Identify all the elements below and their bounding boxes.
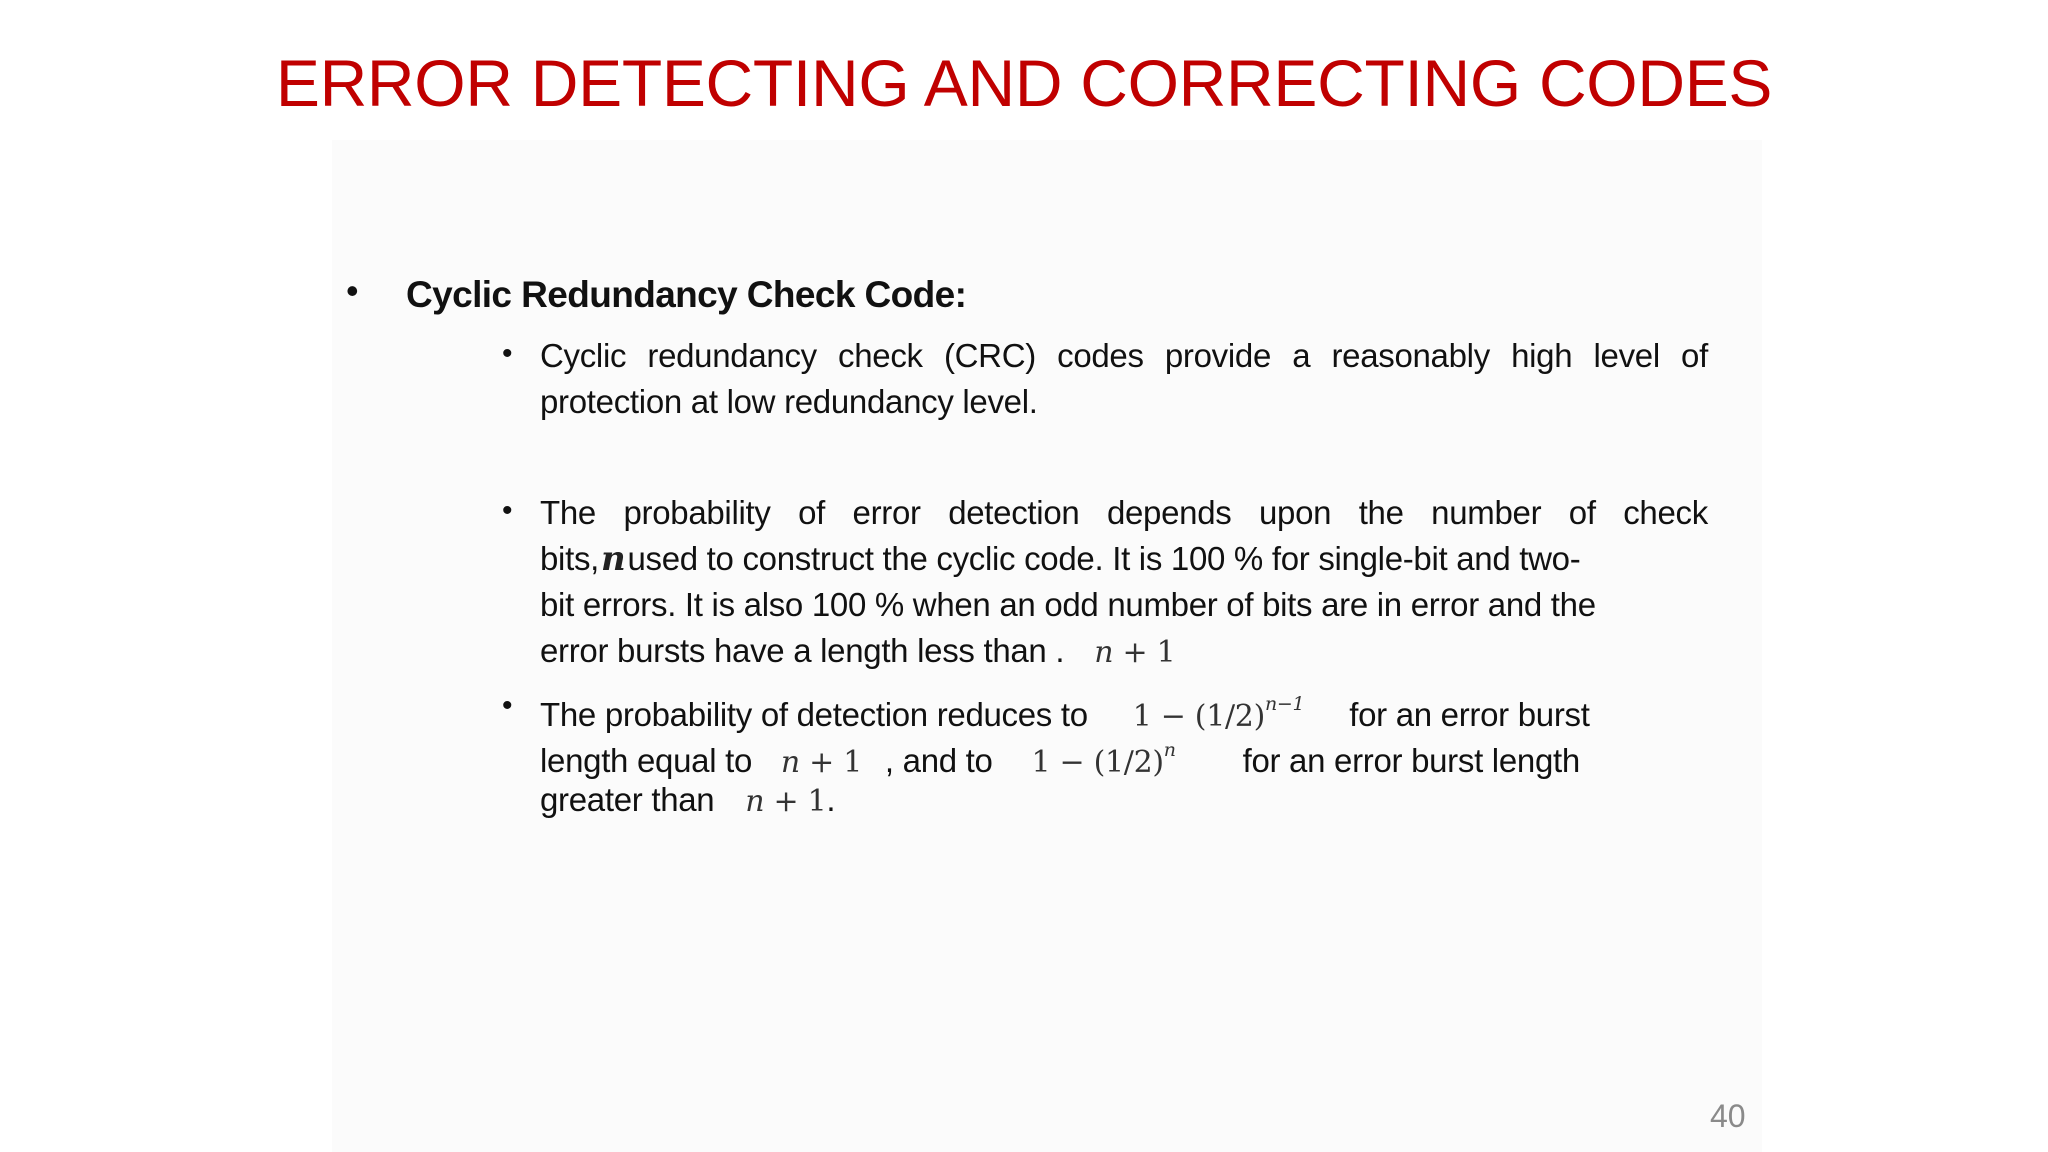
section-heading: Cyclic Redundancy Check Code: bbox=[406, 274, 967, 315]
point-2-line-1-word: of bbox=[798, 494, 826, 531]
point-1-line-1-word: (CRC) bbox=[943, 337, 1036, 374]
point-1-text bbox=[540, 333, 1708, 425]
point-2-line-2b: used to construct the cyclic code. It is 100 % for single-bit and two- bbox=[627, 540, 1581, 577]
page-number: 40 bbox=[1710, 1098, 1746, 1134]
point-1-line-1-word: high bbox=[1511, 337, 1573, 374]
point-1-line-1-word: level bbox=[1593, 337, 1660, 374]
point-1-line-1-word: redundancy bbox=[647, 337, 817, 374]
point-1-line-1-word: provide bbox=[1164, 337, 1272, 374]
point-1-bullet: • bbox=[502, 337, 513, 370]
math-n-plus-1-c: n + 1 bbox=[745, 784, 827, 819]
variable-n: n bbox=[601, 539, 626, 579]
point-1-line-1 bbox=[540, 333, 1708, 379]
point-2-line-1-word: detection bbox=[948, 494, 1080, 531]
point-3-text bbox=[540, 685, 1708, 823]
point-2-line-1-word: The bbox=[540, 494, 596, 531]
point-2-line-1-word: probability bbox=[623, 494, 771, 531]
point-2-text bbox=[540, 490, 1708, 674]
point-1-line-1-word: of bbox=[1681, 337, 1708, 374]
point-2-line-4-text: error bursts have a length less than . bbox=[540, 632, 1065, 669]
point-2-line-3: bit errors. It is also 100 % when an odd number of bits are in error and the bbox=[540, 586, 1596, 623]
point-2-bullet: • bbox=[502, 494, 513, 527]
point-2-line-2 bbox=[540, 536, 1708, 582]
point-3-line-3a: greater than bbox=[540, 781, 715, 818]
point-2-line-1-word: error bbox=[852, 494, 921, 531]
math-n-plus-1: n + 1 bbox=[1094, 635, 1176, 670]
point-2-line-1-word: depends bbox=[1106, 494, 1232, 531]
point-2-line-1 bbox=[540, 490, 1708, 536]
point-3-bullet: • bbox=[502, 689, 513, 722]
point-2-line-1-word: of bbox=[1568, 494, 1596, 531]
point-3-line-2b: , and to bbox=[884, 742, 993, 779]
point-3-line-2c: for an error burst length bbox=[1242, 742, 1580, 779]
math-n-plus-1-b: n + 1 bbox=[780, 745, 863, 780]
point-1-line-1-word: check bbox=[838, 337, 923, 374]
point-1-line-1-word: reasonably bbox=[1331, 337, 1490, 374]
point-2-line-1-word: the bbox=[1358, 494, 1404, 531]
point-1-line-1-word: a bbox=[1292, 337, 1311, 374]
point-2-line-1-word: number bbox=[1431, 494, 1542, 531]
point-2-line-1-word: check bbox=[1623, 494, 1708, 531]
point-2-line-1-word: upon bbox=[1258, 494, 1332, 531]
point-1-line-1-word: Cyclic bbox=[540, 337, 627, 374]
point-2-line-2a: bits, bbox=[540, 540, 600, 577]
point-3-line-1a: The probability of detection reduces to bbox=[540, 696, 1088, 733]
point-1-line-2: protection at low redundancy level. bbox=[540, 383, 1038, 420]
point-3-line-3-end: . bbox=[826, 781, 836, 818]
slide-title: ERROR DETECTING AND CORRECTING CODES bbox=[275, 46, 1773, 120]
point-2-line-4 bbox=[540, 628, 1708, 674]
point-3-line-2a: length equal to bbox=[540, 742, 753, 779]
section-bullet: • bbox=[346, 270, 359, 311]
math-one-minus-half-pow-n-minus-1: $1 - (1/2)^{n-1}$ bbox=[1132, 693, 1305, 734]
point-3-line-1b: for an error burst bbox=[1349, 696, 1590, 733]
point-3-line-2 bbox=[540, 731, 1708, 780]
point-3-line-1 bbox=[540, 685, 1708, 734]
point-1-line-1-word: codes bbox=[1057, 337, 1144, 374]
math-one-minus-half-pow-n: $1 - (1/2)^n$ bbox=[1031, 739, 1176, 780]
